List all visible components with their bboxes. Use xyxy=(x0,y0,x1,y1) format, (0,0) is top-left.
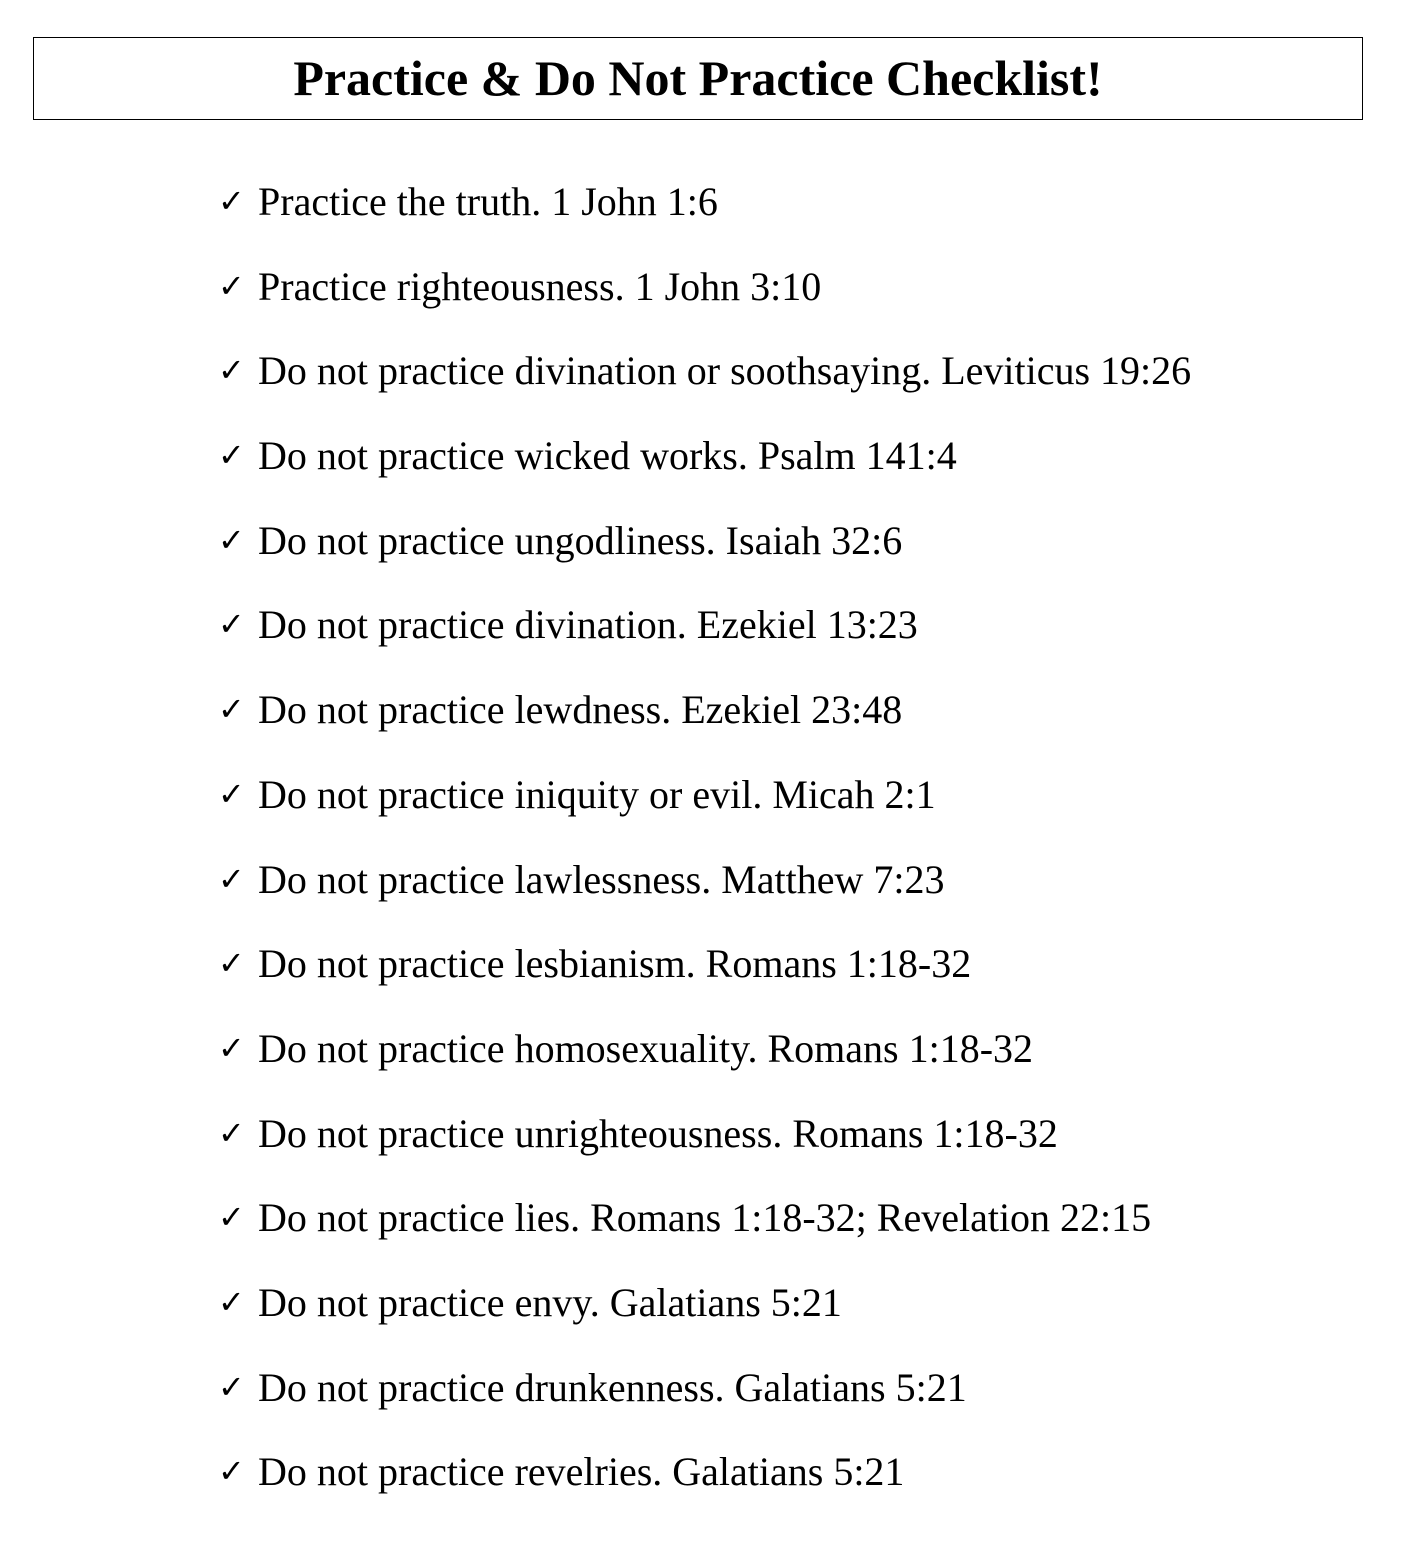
checkmark-icon: ✓ xyxy=(218,1113,245,1152)
list-item-text: Do not practice ungodliness. Isaiah 32:6 xyxy=(258,517,903,563)
list-item-text: Do not practice divination. Ezekiel 13:23 xyxy=(258,602,918,648)
checkmark-icon: ✓ xyxy=(218,1282,245,1321)
list-item xyxy=(218,515,1191,600)
list-item-text: Do not practice divination or soothsaying. Leviticus 19:26 xyxy=(258,348,1192,394)
list-item-text: Do not practice homosexuality. Romans 1:18-32 xyxy=(258,1025,1034,1071)
checkmark-icon: ✓ xyxy=(218,605,245,644)
list-item-text: Do not practice wicked works. Psalm 141:4 xyxy=(258,433,957,479)
list-item xyxy=(218,1023,1191,1108)
list-item xyxy=(218,1362,1191,1447)
checkmark-icon: ✓ xyxy=(218,182,245,220)
list-item xyxy=(218,1446,1191,1531)
list-item xyxy=(218,345,1191,430)
list-item-text: Do not practice iniquity or evil. Micah 2:1 xyxy=(258,771,936,817)
list-item-text: Do not practice envy. Galatians 5:21 xyxy=(258,1279,842,1325)
title-box xyxy=(33,37,1363,120)
checkmark-icon: ✓ xyxy=(218,351,245,390)
list-item xyxy=(218,769,1191,854)
list-item-text: Do not practice unrighteousness. Romans 1:18-32 xyxy=(258,1110,1058,1156)
list-item xyxy=(218,1277,1191,1362)
checkmark-icon: ✓ xyxy=(218,690,245,729)
list-item-text: Practice the truth. 1 John 1:6 xyxy=(258,179,718,224)
list-item xyxy=(218,599,1191,684)
list-item-text: Practice righteousness. 1 John 3:10 xyxy=(258,263,822,309)
list-item xyxy=(218,938,1191,1023)
list-item-text: Do not practice drunkenness. Galatians 5:21 xyxy=(258,1364,967,1410)
checkmark-icon: ✓ xyxy=(218,774,245,813)
list-item xyxy=(218,854,1191,939)
checkmark-icon: ✓ xyxy=(218,1198,245,1237)
list-item xyxy=(218,1108,1191,1193)
checkmark-icon: ✓ xyxy=(218,266,245,305)
list-item xyxy=(218,261,1191,346)
list-item-text: Do not practice lewdness. Ezekiel 23:48 xyxy=(258,687,903,733)
list-item xyxy=(218,1192,1191,1277)
list-item xyxy=(218,430,1191,515)
list-item-text: Do not practice revelries. Galatians 5:21 xyxy=(258,1449,905,1495)
checklist xyxy=(218,176,1191,1531)
page-title: Practice & Do Not Practice Checklist! xyxy=(293,49,1103,106)
list-item-text: Do not practice lawlessness. Matthew 7:23 xyxy=(258,856,945,902)
checkmark-icon: ✓ xyxy=(218,1452,245,1491)
checkmark-icon: ✓ xyxy=(218,1367,245,1406)
checkmark-icon: ✓ xyxy=(218,1028,245,1067)
checkmark-icon: ✓ xyxy=(218,944,245,983)
checkmark-icon: ✓ xyxy=(218,520,245,559)
checkmark-icon: ✓ xyxy=(218,859,245,898)
list-item xyxy=(218,176,1191,261)
list-item-text: Do not practice lies. Romans 1:18-32; Revelation 22:15 xyxy=(258,1195,1152,1241)
checkmark-icon: ✓ xyxy=(218,436,245,475)
list-item xyxy=(218,684,1191,769)
list-item-text: Do not practice lesbianism. Romans 1:18-32 xyxy=(258,941,972,987)
